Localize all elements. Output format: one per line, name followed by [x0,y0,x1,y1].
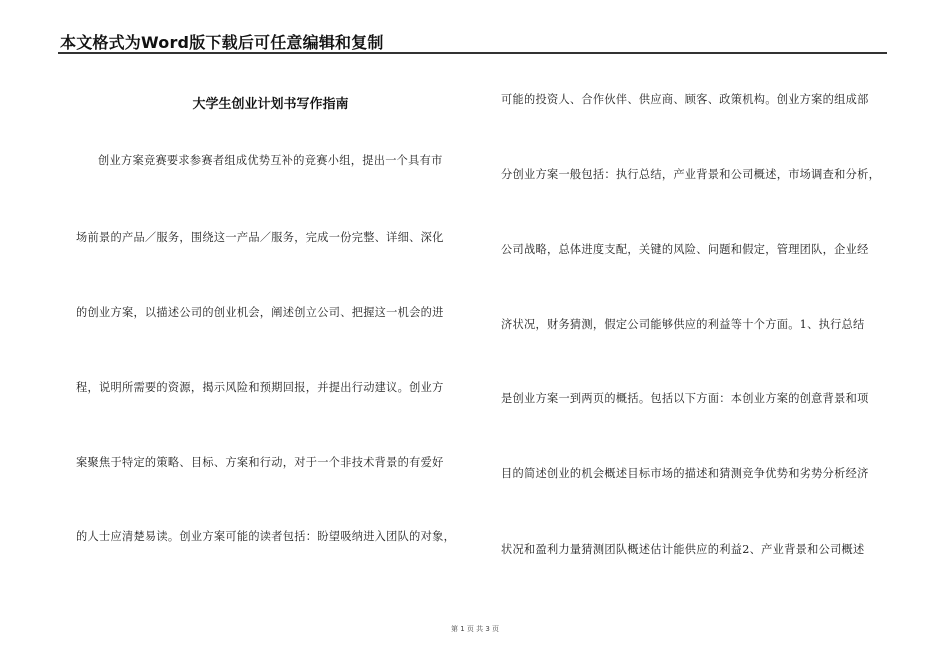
text-line: 可能的投资人、合作伙伴、供应商、顾客、政策机构。创业方案的组成部 [501,93,869,106]
page-indicator: 第 1 页 共 3 页 [450,625,500,633]
text-line: 是创业方案一到两页的概括。包括以下方面：本创业方案的创意背景和项 [501,392,869,405]
text-line: 场前景的产品／服务，围绕这一产品／服务，完成一份完整、详细、深化 [76,231,444,244]
text-line: 分创业方案一般包括：执行总结，产业背景和公司概述，市场调查和分析， [501,168,881,181]
text-line: 公司战略，总体进度支配，关键的风险、问题和假定，管理团队，企业经 [501,243,869,256]
text-line: 目的简述创业的机会概述目标市场的描述和猜测竞争优势和劣势分析经济 [501,467,869,480]
header-divider [58,52,887,54]
text-line: 案聚焦于特定的策略、目标、方案和行动，对于一个非技术背景的有爱好 [76,456,444,469]
text-line: 的创业方案，以描述公司的创业机会，阐述创立公司、把握这一机会的进 [76,306,444,319]
text-line: 济状况，财务猜测，假定公司能够供应的利益等十个方面。1、执行总结 [501,318,865,331]
text-line: 程，说明所需要的资源，揭示风险和预期回报，并提出行动建议。创业方 [76,381,444,394]
text-line: 创业方案竞赛要求参赛者组成优势互补的竞赛小组，提出一个具有市 [98,154,443,167]
text-line: 状况和盈利力量猜测团队概述估计能供应的利益2、产业背景和公司概述 [501,543,865,556]
header-banner: 本文格式为Word版下载后可任意编辑和复制 [60,33,384,52]
document-title: 大学生创业计划书写作指南 [192,97,349,112]
text-line: 的人士应清楚易读。创业方案可能的读者包括：盼望吸纳进入团队的对象， [76,530,456,543]
